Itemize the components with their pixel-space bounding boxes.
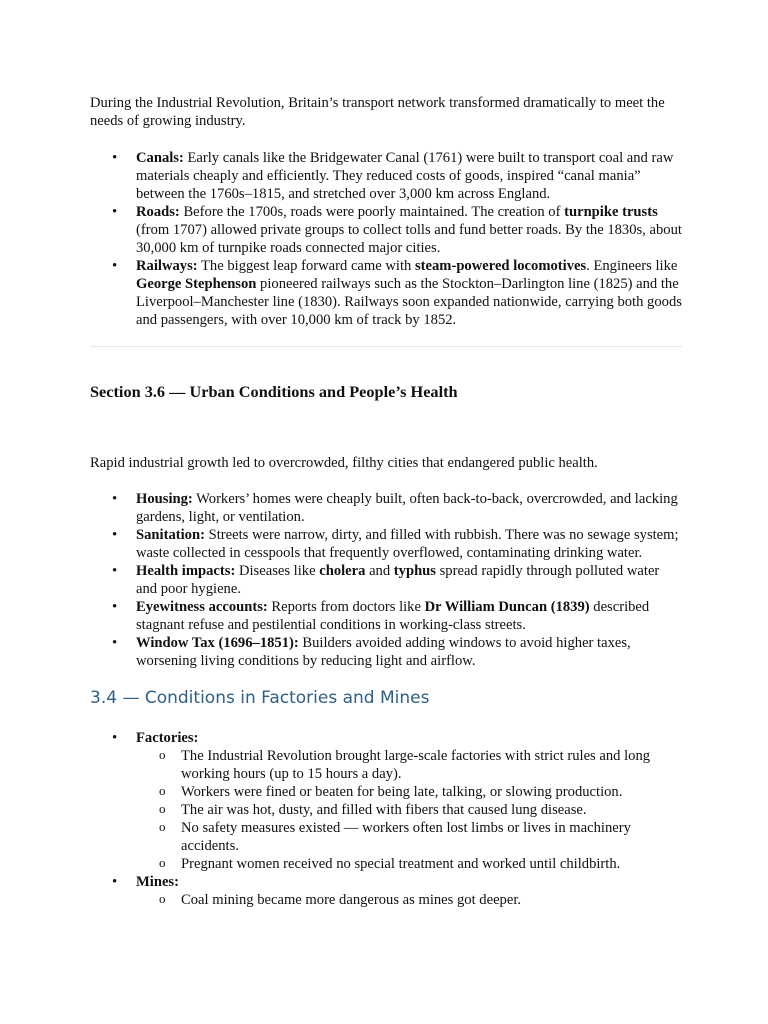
sublist-item: o The Industrial Revolution brought large-scale factories with strict rules and long working hours (up to 15 hours a day). xyxy=(136,747,682,783)
canals-label: Canals: xyxy=(136,150,184,166)
housing-text: Workers’ homes were cheaply built, often back-to-back, overcrowded, and lacking gardens, light, or ventilation. xyxy=(136,491,678,525)
railways-label: Railways: xyxy=(136,258,198,274)
sanitation-label: Sanitation: xyxy=(136,527,205,543)
list-item-sanitation xyxy=(90,526,682,562)
list-item-housing xyxy=(90,490,682,526)
housing-label: Housing: xyxy=(136,491,193,507)
health-text-and: and xyxy=(365,563,394,579)
mines-label: Mines: xyxy=(136,874,179,890)
roads-text-cont: (from 1707) allowed private groups to collect tolls and fund better roads. By the 1830s, about 30,000 km of turnpike roads connected major cities. xyxy=(136,222,682,256)
list-item-canals xyxy=(90,149,682,203)
conditions-list xyxy=(90,729,682,909)
list-item-railways xyxy=(90,257,682,329)
roads-text: Before the 1700s, roads were poorly maintained. The creation of xyxy=(179,204,565,220)
eyewitness-text-end: described stagnant refuse and pestilential conditions in working-class streets. xyxy=(136,599,650,633)
railways-text-end: pioneered railways such as the Stockton–Darlington line (1825) and the Liverpool–Manchester line (1830). Railways soon expanded nationwide, carrying both goods and passengers, with over 10,000 km of track by 1852. xyxy=(136,276,682,328)
health-text-end: spread rapidly through polluted water and poor hygiene. xyxy=(136,563,660,597)
canals-text: Early canals like the Bridgewater Canal (1761) were built to transport coal and raw materials cheaply and efficiently. They reduced costs of goods, inspired “canal mania” between the 1760s–1815, and stretched over 3,000 km across England. xyxy=(136,150,674,202)
mines-sublist xyxy=(136,891,682,909)
sublist-item: o Workers were fined or beaten for being late, talking, or slowing production. xyxy=(136,783,682,801)
health-bold-cholera: cholera xyxy=(319,563,366,579)
factories-sublist xyxy=(136,747,682,873)
document-body xyxy=(90,94,682,909)
railways-text-cont: . Engineers like xyxy=(586,258,678,274)
section-34-heading: 3.4 — Conditions in Factories and Mines xyxy=(90,688,430,708)
sublist-item: o Coal mining became more dangerous as mines got deeper. xyxy=(136,891,682,909)
window-tax-text: Builders avoided adding windows to avoid higher taxes, worsening living conditions by reducing light and airflow. xyxy=(136,635,631,669)
sublist-item: o Pregnant women received no special treatment and worked until childbirth. xyxy=(136,855,682,873)
list-item-mines xyxy=(90,873,682,909)
eyewitness-label: Eyewitness accounts: xyxy=(136,599,268,615)
list-item-health xyxy=(90,562,682,598)
urban-list xyxy=(90,490,682,670)
transport-list xyxy=(90,149,682,329)
sanitation-text: Streets were narrow, dirty, and filled with rubbish. There was no sewage system; waste collected in cesspools that frequently overflowed, contaminating drinking water. xyxy=(136,527,679,561)
health-text: Diseases like xyxy=(235,563,320,579)
railways-bold-name: George Stephenson xyxy=(136,276,257,292)
roads-label: Roads: xyxy=(136,204,180,220)
window-tax-label: Window Tax (1696–1851): xyxy=(136,635,299,651)
list-item-roads xyxy=(90,203,682,257)
list-item-factories xyxy=(90,729,682,873)
horizontal-divider xyxy=(90,346,682,347)
factories-label: Factories: xyxy=(136,730,199,746)
roads-bold-term: turnpike trusts xyxy=(564,204,658,220)
health-bold-typhus: typhus xyxy=(393,563,436,579)
sublist-item: o The air was hot, dusty, and filled with fibers that caused lung disease. xyxy=(136,801,682,819)
eyewitness-bold-name: Dr William Duncan (1839) xyxy=(424,599,590,615)
health-label: Health impacts: xyxy=(136,563,236,579)
section-36-intro: Rapid industrial growth led to overcrowded, filthy cities that endangered public health. xyxy=(90,455,598,471)
section-36-heading: Section 3.6 — Urban Conditions and People’s Health xyxy=(90,382,458,401)
railways-bold-term: steam-powered locomotives xyxy=(414,258,587,274)
list-item-window-tax xyxy=(90,634,682,670)
eyewitness-text: Reports from doctors like xyxy=(267,599,425,615)
list-item-eyewitness xyxy=(90,598,682,634)
railways-text: The biggest leap forward came with xyxy=(197,258,415,274)
transport-intro: During the Industrial Revolution, Britain’s transport network transformed dramatically to meet the needs of growing industry. xyxy=(90,95,665,129)
sublist-item: o No safety measures existed — workers often lost limbs or lives in machinery accidents. xyxy=(136,819,682,855)
